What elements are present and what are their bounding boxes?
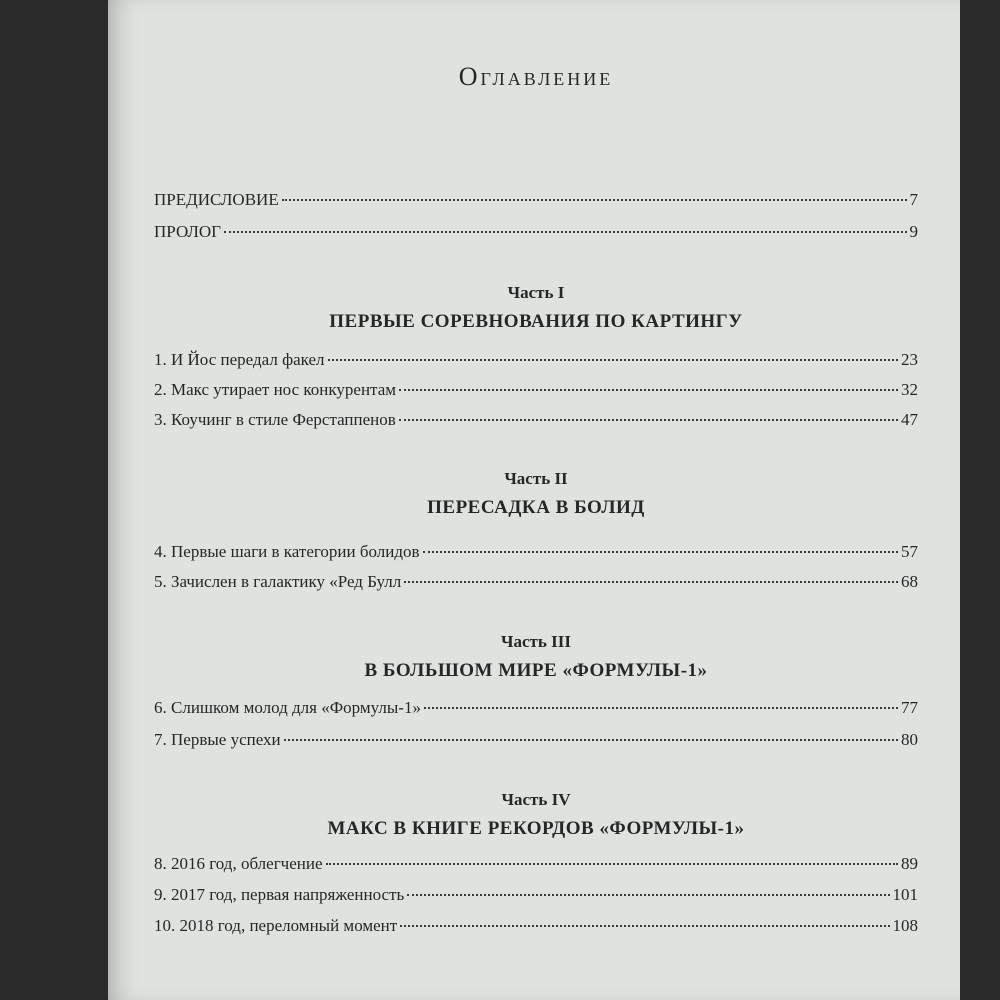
toc-entry-page: 47 [901, 410, 918, 429]
toc-entry-label: 6. Слишком молод для «Формулы-1» [154, 698, 421, 717]
part-label: Часть I [507, 283, 565, 302]
toc-entry-page: 9 [909, 222, 918, 241]
toc-entry-label: ПРЕДИСЛОВИЕ [154, 190, 279, 209]
toc-entry-prologue [154, 222, 918, 248]
page-title: Оглавление [458, 62, 614, 91]
part-title: ПЕРЕСАДКА В БОЛИД [427, 497, 645, 518]
toc-entry-page: 77 [901, 698, 918, 717]
leader-dots [399, 419, 898, 421]
toc-entry-label: 8. 2016 год, облегчение [154, 854, 323, 873]
toc-entry-preface [154, 190, 918, 216]
toc-entry-page: 101 [892, 885, 918, 904]
part-label: Часть II [504, 469, 568, 488]
toc-entry-page: 57 [901, 542, 918, 561]
toc-entry-label: ПРОЛОГ [154, 222, 222, 241]
toc-entry [154, 410, 918, 436]
part-title: МАКС В КНИГЕ РЕКОРДОВ «ФОРМУЛЫ-1» [327, 818, 745, 839]
leader-dots [224, 231, 906, 233]
leader-dots [328, 359, 899, 361]
leader-dots [404, 581, 898, 583]
toc-entry-page: 68 [901, 572, 918, 591]
leader-dots [399, 389, 898, 391]
leader-dots [424, 707, 898, 709]
toc-entry-page: 23 [901, 350, 918, 369]
toc-entry-label: 3. Коучинг в стиле Ферстаппенов [154, 410, 396, 429]
toc-entry-page: 89 [901, 854, 918, 873]
toc-entry [154, 885, 918, 911]
toc-entry-label: 9. 2017 год, первая напряженность [154, 885, 405, 904]
leader-dots [282, 199, 907, 201]
toc-entry-page: 108 [892, 916, 918, 935]
toc-entry-label: 2. Макс утирает нос конкурентам [154, 380, 397, 399]
table-of-contents [154, 0, 918, 1000]
toc-entry-label: 1. И Йос передал факел [154, 350, 325, 369]
part-title: ПЕРВЫЕ СОРЕВНОВАНИЯ ПО КАРТИНГУ [329, 311, 743, 332]
book-page [108, 0, 960, 1000]
toc-entry-page: 32 [901, 380, 918, 399]
part-title: В БОЛЬШОМ МИРЕ «ФОРМУЛЫ-1» [364, 660, 708, 681]
leader-dots [423, 551, 898, 553]
part-label: Часть IV [501, 790, 571, 809]
leader-dots [407, 894, 889, 896]
toc-entry [154, 572, 918, 598]
part-label: Часть III [501, 632, 571, 651]
toc-entry [154, 916, 918, 942]
toc-entry-label: 10. 2018 год, переломный момент [154, 916, 398, 935]
leader-dots [400, 925, 889, 927]
toc-entry-label: 5. Зачислен в галактику «Ред Булл [154, 572, 402, 591]
leader-dots [326, 863, 898, 865]
toc-entry [154, 698, 918, 724]
toc-entry [154, 542, 918, 568]
toc-entry [154, 854, 918, 880]
toc-entry [154, 380, 918, 406]
toc-entry-label: 4. Первые шаги в категории болидов [154, 542, 420, 561]
toc-entry-label: 7. Первые успехи [154, 730, 281, 749]
toc-entry [154, 730, 918, 756]
leader-dots [284, 739, 898, 741]
toc-entry-page: 80 [901, 730, 918, 749]
toc-entry [154, 350, 918, 376]
toc-entry-page: 7 [909, 190, 918, 209]
